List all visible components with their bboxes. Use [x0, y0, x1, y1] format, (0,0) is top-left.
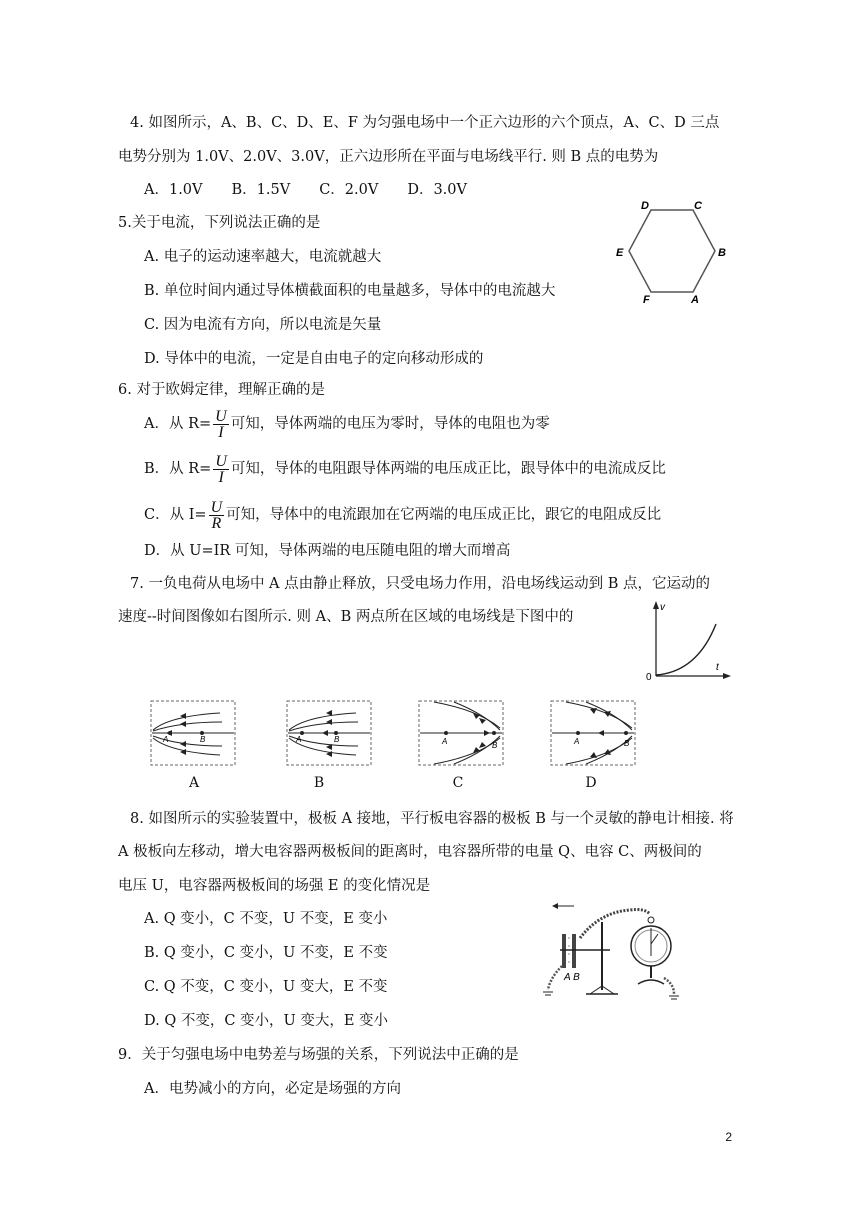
- q6-option-c: C．从 I= $\frac{U}{R}$ 可知，导体中的电流跟加在它两端的电压成正比，跟它的电阻成反比: [144, 498, 662, 532]
- fraction-u-over-i: $\frac{U}{I}$: [215, 407, 227, 441]
- figure-caption-a: A: [188, 775, 200, 791]
- q5-option-a: A. 电子的运动速率越大，电流就越大: [144, 249, 382, 265]
- graph-t-label: t: [716, 662, 719, 673]
- hex-label-b: B: [718, 247, 726, 259]
- q6-stem: 6. 对于欧姆定律，理解正确的是: [118, 382, 325, 398]
- svg-text:B: B: [200, 735, 206, 744]
- hex-label-e: E: [616, 247, 624, 259]
- hex-label-c: C: [694, 200, 702, 212]
- page-number: 2: [725, 1130, 732, 1144]
- capacitor-electrometer-figure: [540, 898, 682, 1004]
- q9-option-a: A．电势减小的方向，必定是场强的方向: [144, 1081, 401, 1097]
- q6-option-a: A．从 R= $\frac{U}{I}$ 可知，导体两端的电压为零时，导体的电阻也为零: [144, 407, 550, 441]
- q8-option-d: D. Q 不变，C 变小，U 变大，E 变小: [144, 1013, 389, 1029]
- svg-text:A: A: [442, 737, 448, 746]
- q6-option-d: D．从 U=IR 可知，导体两端的电压随电阻的增大而增高: [144, 543, 511, 559]
- field-figure-c: [418, 700, 504, 766]
- svg-text:A: A: [574, 737, 580, 746]
- fraction-u-over-r: $\frac{U}{R}$: [210, 498, 223, 532]
- plate-labels: A B: [564, 972, 580, 983]
- q4-options: A．1.0V B．1.5V C．2.0V D．3.0V: [144, 182, 467, 198]
- fraction-u-over-i: $\frac{U}{I}$: [215, 452, 227, 486]
- hex-label-f: F: [643, 294, 650, 306]
- hex-label-d: D: [641, 200, 649, 212]
- field-figure-d: [550, 700, 636, 766]
- q8-line1: 8. 如图所示的实验装置中，极板 A 接地，平行板电容器的极板 B 与一个灵敏的静电计相接. 将: [130, 811, 734, 827]
- q5-stem: 5.关于电流，下列说法正确的是: [118, 215, 321, 231]
- hexagon-figure: [608, 196, 733, 306]
- q6-option-b: B．从 R= $\frac{U}{I}$ 可知，导体的电阻跟导体两端的电压成正比，跟导体中的电流成反比: [144, 452, 666, 486]
- q7-line2: 速度--时间图像如右图所示. 则 A、B 两点所在区域的电场线是下图中的: [118, 609, 574, 625]
- q8-line3: 电压 U，电容器两极板间的场强 E 的变化情况是: [118, 878, 431, 894]
- q8-option-b: B. Q 变小，C 变小，U 不变，E 不变: [144, 945, 388, 961]
- field-figure-b: [286, 700, 372, 766]
- q5-option-d: D. 导体中的电流，一定是自由电子的定向移动形成的: [144, 351, 484, 367]
- graph-origin-label: 0: [646, 672, 652, 682]
- svg-text:A: A: [296, 735, 302, 744]
- q8-option-c: C. Q 不变，C 变小，U 变大，E 不变: [144, 979, 388, 995]
- velocity-time-graph: [642, 598, 732, 682]
- q7-line1: 7. 一负电荷从电场中 A 点由静止释放，只受电场力作用，沿电场线运动到 B 点，它运动的: [130, 576, 711, 592]
- hex-label-a: A: [691, 294, 699, 306]
- svg-text:B: B: [492, 741, 498, 750]
- svg-text:B: B: [624, 739, 630, 748]
- field-figure-a: [150, 700, 236, 766]
- figure-caption-c: C: [452, 775, 464, 791]
- q9-stem: 9．关于匀强电场中电势差与场强的关系，下列说法中正确的是: [118, 1047, 519, 1063]
- q8-option-a: A. Q 变小，C 不变，U 不变，E 变小: [144, 911, 388, 927]
- q4-line2: 电势分别为 1.0V、2.0V、3.0V，正六边形所在平面与电场线平行. 则 B 点的电势为: [118, 149, 659, 165]
- svg-text:A: A: [163, 735, 169, 744]
- figure-caption-b: B: [313, 775, 325, 791]
- q5-option-c: C. 因为电流有方向，所以电流是矢量: [144, 317, 382, 333]
- graph-v-label: v: [660, 602, 665, 613]
- q8-line2: A 极板向左移动，增大电容器两极板间的距离时，电容器所带的电量 Q、电容 C、两极间的: [118, 844, 702, 860]
- q5-option-b: B. 单位时间内通过导体横截面积的电量越多，导体中的电流越大: [144, 283, 556, 299]
- svg-text:B: B: [334, 735, 340, 744]
- figure-caption-d: D: [585, 775, 597, 791]
- q4-line1: 4. 如图所示，A、B、C、D、E、F 为匀强电场中一个正六边形的六个顶点，A、C、D 三点: [130, 115, 720, 131]
